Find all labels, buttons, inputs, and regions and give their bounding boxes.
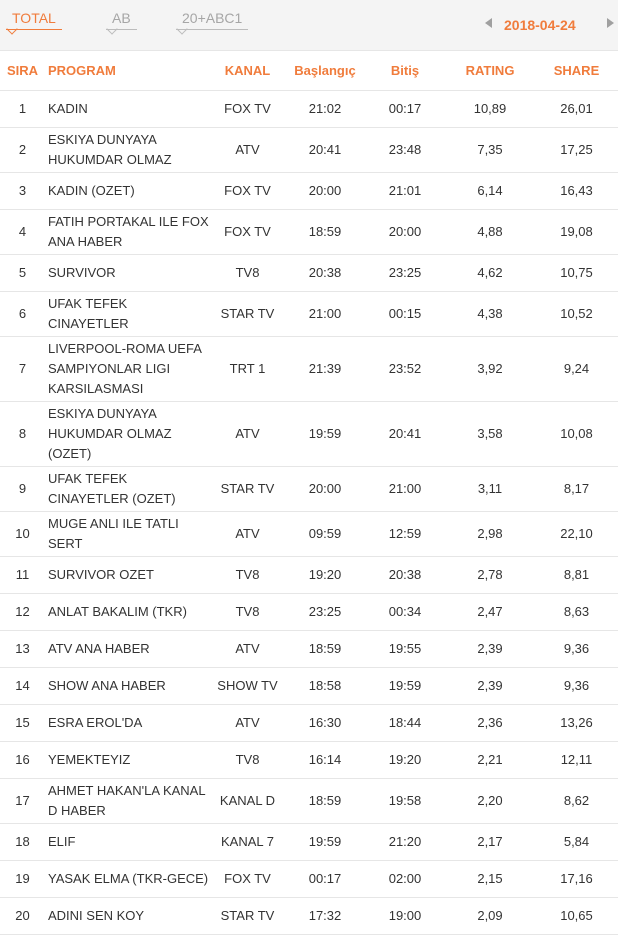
cell-rating: 2,78: [445, 557, 535, 594]
cell-channel: KANAL 7: [210, 824, 285, 861]
cell-start: 18:58: [285, 668, 365, 705]
cell-rating: 6,14: [445, 173, 535, 210]
previous-date-arrow-icon[interactable]: [485, 18, 492, 28]
cell-end: 00:34: [365, 594, 445, 631]
cell-rank: 6: [0, 292, 45, 337]
cell-end: 19:58: [365, 779, 445, 824]
cell-start: 21:39: [285, 337, 365, 402]
table-body: [0, 91, 618, 935]
cell-channel: TV8: [210, 742, 285, 779]
table-row: [0, 292, 618, 337]
cell-rank: 20: [0, 898, 45, 935]
cell-rating: 2,39: [445, 668, 535, 705]
cell-start: 09:59: [285, 512, 365, 557]
tab-ab-indicator: [106, 29, 137, 30]
cell-channel: STAR TV: [210, 898, 285, 935]
cell-rank: 14: [0, 668, 45, 705]
cell-program: ELIF: [45, 824, 210, 861]
cell-program: UFAK TEFEK CINAYETLER: [45, 292, 210, 337]
cell-program: KADIN: [45, 91, 210, 128]
column-start: Başlangıç: [285, 51, 365, 91]
cell-program: ESKIYA DUNYAYA HUKUMDAR OLMAZ: [45, 128, 210, 173]
cell-rating: 2,20: [445, 779, 535, 824]
cell-start: 18:59: [285, 631, 365, 668]
cell-channel: STAR TV: [210, 292, 285, 337]
cell-rank: 12: [0, 594, 45, 631]
cell-rank: 8: [0, 402, 45, 467]
cell-start: 20:00: [285, 173, 365, 210]
cell-rank: 4: [0, 210, 45, 255]
table-row: [0, 255, 618, 292]
cell-share: 8,17: [535, 467, 618, 512]
cell-program: ESRA EROL'DA: [45, 705, 210, 742]
next-date-arrow-icon[interactable]: [607, 18, 614, 28]
cell-start: 18:59: [285, 210, 365, 255]
table-row: [0, 173, 618, 210]
cell-rating: 3,92: [445, 337, 535, 402]
cell-share: 17,25: [535, 128, 618, 173]
cell-share: 8,81: [535, 557, 618, 594]
cell-program: LIVERPOOL-ROMA UEFA SAMPIYONLAR LIGI KARSILASMASI: [45, 337, 210, 402]
cell-channel: ATV: [210, 631, 285, 668]
cell-rating: 2,17: [445, 824, 535, 861]
cell-program: ATV ANA HABER: [45, 631, 210, 668]
tab-total-indicator: [6, 29, 62, 30]
table-row: [0, 898, 618, 935]
tab-total-label: TOTAL: [12, 10, 56, 26]
cell-share: 9,36: [535, 668, 618, 705]
cell-end: 23:52: [365, 337, 445, 402]
cell-program: SHOW ANA HABER: [45, 668, 210, 705]
cell-rank: 1: [0, 91, 45, 128]
cell-rating: 10,89: [445, 91, 535, 128]
cell-start: 21:00: [285, 292, 365, 337]
cell-start: 21:02: [285, 91, 365, 128]
cell-start: 20:00: [285, 467, 365, 512]
table-row: [0, 824, 618, 861]
cell-share: 10,08: [535, 402, 618, 467]
table-row: [0, 557, 618, 594]
cell-rating: 7,35: [445, 128, 535, 173]
cell-end: 18:44: [365, 705, 445, 742]
cell-channel: TV8: [210, 594, 285, 631]
table-row: [0, 512, 618, 557]
cell-start: 16:14: [285, 742, 365, 779]
table-row: [0, 337, 618, 402]
table-row: [0, 668, 618, 705]
table-row: [0, 467, 618, 512]
cell-program: UFAK TEFEK CINAYETLER (OZET): [45, 467, 210, 512]
cell-channel: KANAL D: [210, 779, 285, 824]
cell-channel: TV8: [210, 255, 285, 292]
cell-channel: TRT 1: [210, 337, 285, 402]
cell-rank: 10: [0, 512, 45, 557]
cell-rank: 18: [0, 824, 45, 861]
cell-channel: FOX TV: [210, 173, 285, 210]
tab-ab-label: AB: [112, 10, 131, 26]
cell-share: 10,65: [535, 898, 618, 935]
cell-rating: 4,38: [445, 292, 535, 337]
cell-end: 23:25: [365, 255, 445, 292]
cell-rank: 5: [0, 255, 45, 292]
cell-end: 21:20: [365, 824, 445, 861]
cell-program: ESKIYA DUNYAYA HUKUMDAR OLMAZ (OZET): [45, 402, 210, 467]
cell-share: 16,43: [535, 173, 618, 210]
table-header: [0, 51, 618, 91]
cell-rating: 3,58: [445, 402, 535, 467]
cell-start: 19:59: [285, 824, 365, 861]
cell-channel: FOX TV: [210, 210, 285, 255]
column-end: Bitiş: [365, 51, 445, 91]
cell-share: 13,26: [535, 705, 618, 742]
cell-share: 10,75: [535, 255, 618, 292]
cell-end: 19:59: [365, 668, 445, 705]
cell-share: 10,52: [535, 292, 618, 337]
cell-share: 22,10: [535, 512, 618, 557]
cell-channel: ATV: [210, 705, 285, 742]
column-rank: SIRA: [0, 51, 45, 91]
cell-start: 20:38: [285, 255, 365, 292]
cell-rank: 16: [0, 742, 45, 779]
cell-rank: 2: [0, 128, 45, 173]
cell-rating: 2,47: [445, 594, 535, 631]
cell-channel: ATV: [210, 128, 285, 173]
cell-channel: ATV: [210, 512, 285, 557]
tab-20-abc1-indicator: [176, 29, 248, 30]
cell-start: 00:17: [285, 861, 365, 898]
cell-share: 26,01: [535, 91, 618, 128]
cell-end: 02:00: [365, 861, 445, 898]
cell-rating: 2,98: [445, 512, 535, 557]
cell-start: 19:59: [285, 402, 365, 467]
cell-rating: 2,09: [445, 898, 535, 935]
cell-start: 17:32: [285, 898, 365, 935]
cell-rating: 2,15: [445, 861, 535, 898]
ratings-table: [0, 51, 618, 935]
cell-share: 8,62: [535, 779, 618, 824]
table-row: [0, 779, 618, 824]
cell-program: AHMET HAKAN'LA KANAL D HABER: [45, 779, 210, 824]
table-row: [0, 705, 618, 742]
cell-end: 20:38: [365, 557, 445, 594]
filter-bar: [0, 0, 618, 51]
cell-rank: 19: [0, 861, 45, 898]
cell-rating: 2,21: [445, 742, 535, 779]
column-program: PROGRAM: [45, 51, 210, 91]
cell-channel: ATV: [210, 402, 285, 467]
cell-share: 12,11: [535, 742, 618, 779]
cell-program: MUGE ANLI ILE TATLI SERT: [45, 512, 210, 557]
cell-share: 8,63: [535, 594, 618, 631]
cell-end: 20:00: [365, 210, 445, 255]
cell-start: 23:25: [285, 594, 365, 631]
table-row: [0, 742, 618, 779]
cell-start: 20:41: [285, 128, 365, 173]
column-share: SHARE: [535, 51, 618, 91]
cell-rank: 13: [0, 631, 45, 668]
cell-end: 23:48: [365, 128, 445, 173]
cell-rank: 17: [0, 779, 45, 824]
tab-total[interactable]: [12, 10, 56, 26]
tab-20-abc1-label: 20+ABC1: [182, 10, 243, 26]
cell-start: 19:20: [285, 557, 365, 594]
cell-share: 19,08: [535, 210, 618, 255]
cell-end: 12:59: [365, 512, 445, 557]
cell-end: 00:15: [365, 292, 445, 337]
cell-program: YASAK ELMA (TKR-GECE): [45, 861, 210, 898]
cell-end: 19:55: [365, 631, 445, 668]
cell-program: ADINI SEN KOY: [45, 898, 210, 935]
tab-20-abc1[interactable]: [182, 10, 242, 26]
cell-rank: 9: [0, 467, 45, 512]
cell-channel: FOX TV: [210, 861, 285, 898]
cell-rank: 15: [0, 705, 45, 742]
cell-channel: SHOW TV: [210, 668, 285, 705]
cell-channel: TV8: [210, 557, 285, 594]
cell-end: 19:20: [365, 742, 445, 779]
cell-share: 9,36: [535, 631, 618, 668]
column-rating: RATING: [445, 51, 535, 91]
cell-share: 17,16: [535, 861, 618, 898]
table-row: [0, 402, 618, 467]
cell-program: KADIN (OZET): [45, 173, 210, 210]
cell-rank: 11: [0, 557, 45, 594]
cell-channel: STAR TV: [210, 467, 285, 512]
cell-rank: 3: [0, 173, 45, 210]
cell-share: 9,24: [535, 337, 618, 402]
cell-end: 00:17: [365, 91, 445, 128]
cell-rank: 7: [0, 337, 45, 402]
table-row: [0, 210, 618, 255]
cell-rating: 2,39: [445, 631, 535, 668]
cell-program: SURVIVOR OZET: [45, 557, 210, 594]
cell-rating: 4,88: [445, 210, 535, 255]
table-row: [0, 861, 618, 898]
current-date: 2018-04-24: [504, 17, 576, 33]
column-channel: KANAL: [210, 51, 285, 91]
cell-program: ANLAT BAKALIM (TKR): [45, 594, 210, 631]
cell-start: 18:59: [285, 779, 365, 824]
cell-channel: FOX TV: [210, 91, 285, 128]
cell-end: 20:41: [365, 402, 445, 467]
cell-rating: 3,11: [445, 467, 535, 512]
cell-rating: 2,36: [445, 705, 535, 742]
cell-end: 21:00: [365, 467, 445, 512]
cell-start: 16:30: [285, 705, 365, 742]
table-row: [0, 91, 618, 128]
tab-ab[interactable]: [112, 10, 131, 26]
cell-program: SURVIVOR: [45, 255, 210, 292]
cell-share: 5,84: [535, 824, 618, 861]
cell-end: 19:00: [365, 898, 445, 935]
table-row: [0, 631, 618, 668]
table-row: [0, 128, 618, 173]
cell-program: FATIH PORTAKAL ILE FOX ANA HABER: [45, 210, 210, 255]
table-row: [0, 594, 618, 631]
date-picker: [478, 10, 618, 40]
cell-end: 21:01: [365, 173, 445, 210]
cell-rating: 4,62: [445, 255, 535, 292]
cell-program: YEMEKTEYIZ: [45, 742, 210, 779]
